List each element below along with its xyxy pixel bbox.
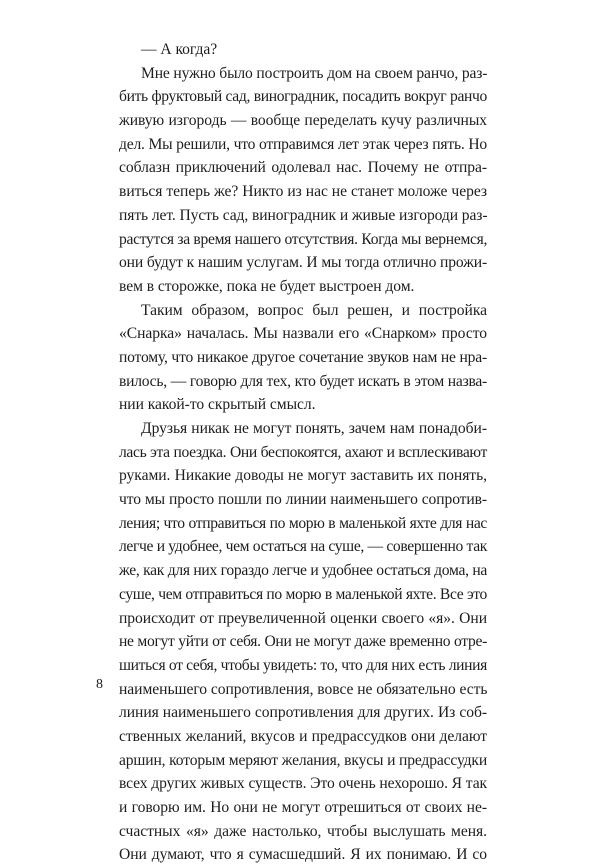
text-line: ственных желаний, вкусов и предрассудков они делают — [119, 727, 487, 745]
text-line: Они думают, что я сумасшедший. Я их понимаю. И со — [119, 846, 487, 864]
text-line: аршин, которым меряют желания, вкусы и предрассудки — [119, 751, 488, 769]
text-line: шиться от себя, чтобы увидеть: то, что для них есть линия — [119, 656, 487, 674]
text-line: Мне нужно было построить дом на своем ранчо, раз- — [141, 64, 488, 82]
body-text — [119, 38, 487, 867]
text-line: пять лет. Пусть сад, виноградник и живые изгороди раз- — [119, 206, 488, 224]
text-line: виться теперь же? Никто из нас не станет моложе через — [119, 183, 487, 201]
text-line: ления; что отправиться по морю в маленькой яхте для нас — [119, 514, 487, 532]
text-line: Таким образом, вопрос был решен, и постройка — [141, 301, 487, 319]
text-line: же, как для них гораздо легче и удобнее остаться дома, на — [119, 562, 487, 580]
text-line: соблазн приключений одолевал нас. Почему не отпра- — [119, 159, 487, 177]
text-line: легче и удобнее, чем остаться на суше, — совершенно так — [119, 538, 487, 556]
text-line: Друзья никак не могут понять, зачем нам понадоби- — [141, 420, 487, 437]
text-line: наименьшего сопротивления, вовсе не обязательно есть — [119, 680, 488, 698]
text-line: происходит от преувеличенной оценки своего «я». Они — [119, 609, 487, 627]
text-line: вилось, — говорю для тех, кто будет искать в этом назва- — [119, 372, 487, 390]
text-line: «Снарка» началась. Мы назвали его «Снарком» просто — [119, 325, 487, 343]
text-line: счастных «я» даже настолько, чтобы выслушать меня. — [119, 822, 487, 840]
text-line: бить фруктовый сад, виноградник, посадить вокруг ранчо — [119, 88, 487, 106]
page-number: 8 — [96, 677, 103, 692]
text-line: суше, чем отправиться по морю в маленькой яхте. Все это — [119, 585, 487, 603]
text-line: и говорю им. Но они не могут отрешиться от своих не- — [119, 799, 487, 816]
text-line: — А когда? — [141, 41, 218, 58]
text-line: они будут к нашим услугам. И мы тогда отлично прожи- — [119, 254, 487, 272]
text-line: не могут уйти от себя. Они не могут даже временно отре- — [119, 633, 487, 651]
text-line: дел. Мы решили, что отправимся лет этак через пять. Но — [119, 135, 487, 153]
text-line: потому, что никакое другое сочетание звуков нам не нра- — [119, 348, 487, 366]
text-line: линия наименьшего сопротивления для других. Из соб- — [119, 704, 487, 722]
text-line: растутся за время нашего отсутствия. Когда мы вернемся, — [119, 230, 488, 248]
text-line: нии какой-то скрытый смысл. — [119, 396, 316, 414]
text-line: вем в сторожке, пока не будет выстроен дом. — [119, 277, 415, 295]
text-line: лась эта поездка. Они беспокоятся, ахают и всплескивают — [119, 443, 487, 461]
text-line: руками. Никакие доводы не могут заставить их понять, — [119, 467, 487, 485]
text-line: что мы просто пошли по линии наименьшего сопротив- — [119, 491, 487, 509]
text-line: живую изгородь — вообще переделать кучу различных — [119, 112, 487, 130]
text-line: всех других живых существ. Это очень нехорошо. Я так — [119, 775, 487, 793]
